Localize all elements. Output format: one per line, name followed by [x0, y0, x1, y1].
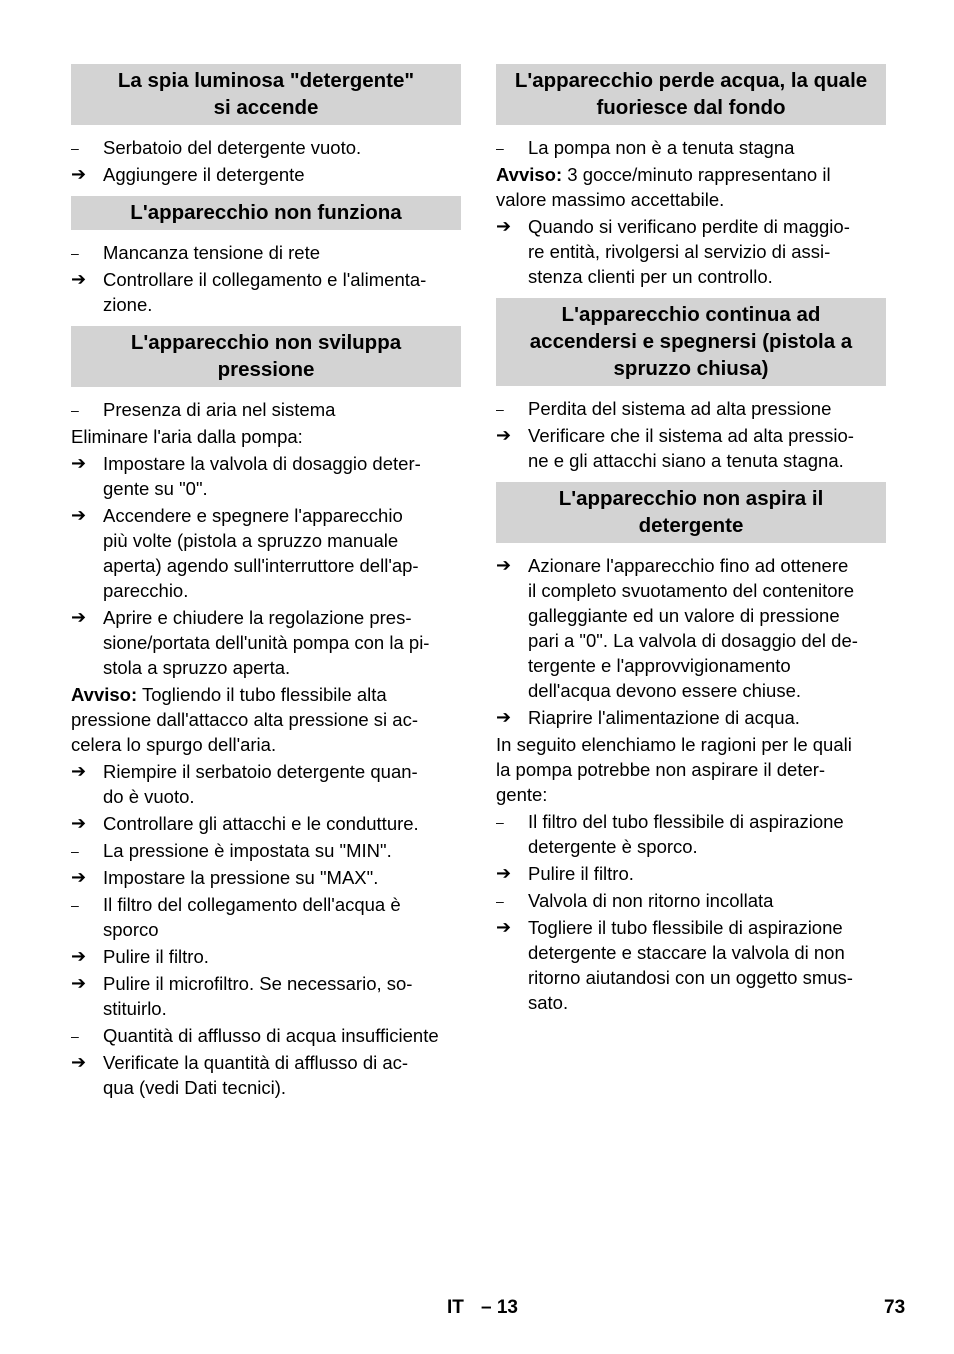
dash-bullet-icon: –: [496, 814, 504, 830]
item-text: Riempire il serbatoio detergente quan- do è vuoto.: [103, 761, 418, 807]
item-text: Quando si verificano perdite di maggio- re entità, rivolgersi al servizio di assi- stenza clienti per un controllo.: [528, 216, 850, 287]
dash-bullet-icon: –: [71, 245, 79, 261]
item-text: Aggiungere il detergente: [103, 164, 305, 185]
section-spacer: [496, 475, 886, 482]
action-item: [496, 861, 886, 886]
arrow-right-icon: ➔: [71, 973, 87, 993]
dash-bullet-icon: –: [71, 897, 79, 913]
arrow-right-icon: ➔: [496, 707, 512, 727]
arrow-right-icon: ➔: [496, 425, 512, 445]
dash-bullet-icon: –: [71, 402, 79, 418]
item-text: Accendere e spegnere l'apparecchio più volte (pistola a spruzzo manuale aperta) agendo sull'interruttore dell'ap- parecchio.: [103, 505, 419, 601]
arrow-right-icon: ➔: [71, 867, 87, 887]
item-text: Aprire e chiudere la regolazione pres- sione/portata dell'unità pompa con la pi- stola a spruzzo aperta.: [103, 607, 430, 678]
item-text: Togliere il tubo flessibile di aspirazione detergente e staccare la valvola di non ritorno aiutandosi con un oggetto smus- sato.: [528, 917, 853, 1013]
action-item: [496, 915, 886, 1015]
heading-spacer: [496, 125, 886, 135]
item-text: La pompa non è a tenuta stagna: [528, 137, 795, 158]
condition-item: [71, 1023, 461, 1048]
arrow-right-icon: ➔: [71, 269, 87, 289]
item-text: Serbatoio del detergente vuoto.: [103, 137, 362, 158]
condition-item: [496, 396, 886, 421]
action-item: [71, 971, 461, 1021]
arrow-right-icon: ➔: [71, 813, 87, 833]
action-item: [71, 811, 461, 836]
item-text: Pulire il microfiltro. Se necessario, so- stituirlo.: [103, 973, 413, 1019]
heading-spacer: [496, 386, 886, 396]
item-text: Azionare l'apparecchio fino ad ottenere il completo svuotamento del contenitore galleggiante ed un valore di pressione pari a "0". La valvola di dosaggio del de- tergente e l'approvvigionamento dell'acqua devono essere chiuse.: [528, 555, 858, 701]
dash-bullet-icon: –: [496, 401, 504, 417]
action-item: [71, 759, 461, 809]
dash-bullet-icon: –: [71, 843, 79, 859]
item-text: Controllare gli attacchi e le condutture.: [103, 813, 419, 834]
heading-spacer: [71, 125, 461, 135]
arrow-right-icon: ➔: [496, 555, 512, 575]
heading-spacer: [71, 230, 461, 240]
section-heading: L'apparecchio continua ad accendersi e spegnersi (pistola a spruzzo chiusa): [496, 298, 886, 386]
section-heading: La spia luminosa "detergente" si accende: [71, 64, 461, 125]
item-text: Verificate la quantità di afflusso di ac- qua (vedi Dati tecnici).: [103, 1052, 409, 1098]
condition-item: [71, 892, 461, 942]
action-item: [71, 162, 461, 187]
arrow-right-icon: ➔: [71, 1052, 87, 1072]
arrow-right-icon: ➔: [496, 863, 512, 883]
section-heading: L'apparecchio perde acqua, la quale fuoriesce dal fondo: [496, 64, 886, 125]
left-column: [71, 64, 461, 1102]
condition-item: [71, 838, 461, 863]
action-item: [496, 553, 886, 703]
condition-item: [71, 135, 461, 160]
action-item: [71, 605, 461, 680]
item-text: Mancanza tensione di rete: [103, 242, 320, 263]
item-text: La pressione è impostata su "MIN".: [103, 840, 392, 861]
action-item: [71, 451, 461, 501]
note-label: Avviso:: [71, 684, 138, 705]
page-number: 73: [884, 1297, 906, 1318]
action-item: [496, 423, 886, 473]
item-text: Impostare la pressione su "MAX".: [103, 867, 379, 888]
item-text: Impostare la valvola di dosaggio deter- gente su "0".: [103, 453, 421, 499]
item-text: Verificare che il sistema ad alta pressio- ne e gli attacchi siano a tenuta stagna.: [528, 425, 854, 471]
footer-language: IT: [447, 1297, 464, 1318]
item-text: Il filtro del tubo flessibile di aspirazione detergente è sporco.: [528, 811, 844, 857]
heading-spacer: [496, 543, 886, 553]
right-column: [496, 64, 886, 1017]
arrow-right-icon: ➔: [71, 505, 87, 525]
condition-item: [496, 809, 886, 859]
arrow-right-icon: ➔: [71, 164, 87, 184]
item-text: Valvola di non ritorno incollata: [528, 890, 774, 911]
action-item: [496, 705, 886, 730]
section-heading: L'apparecchio non funziona: [71, 196, 461, 230]
section-heading: L'apparecchio non sviluppa pressione: [71, 326, 461, 387]
item-text: Pulire il filtro.: [528, 863, 634, 884]
action-item: [496, 214, 886, 289]
dash-bullet-icon: –: [71, 140, 79, 156]
paragraph: In seguito elenchiamo le ragioni per le quali la pompa potrebbe non aspirare il deter- gente:: [496, 734, 852, 805]
section-spacer: [71, 189, 461, 196]
condition-item: [496, 888, 886, 913]
paragraph: Eliminare l'aria dalla pompa:: [71, 426, 303, 447]
item-text: Riaprire l'alimentazione di acqua.: [528, 707, 800, 728]
condition-item: [496, 135, 886, 160]
note-text: 3 gocce/minuto rappresentano il valore massimo accettabile.: [496, 164, 831, 210]
footer-section-page: – 13: [481, 1297, 518, 1318]
action-item: [71, 944, 461, 969]
action-item: [71, 865, 461, 890]
note-paragraph: [71, 682, 461, 757]
item-text: Pulire il filtro.: [103, 946, 209, 967]
note-label: Avviso:: [496, 164, 563, 185]
condition-item: [71, 397, 461, 422]
item-text: Controllare il collegamento e l'alimenta- zione.: [103, 269, 427, 315]
section-heading: L'apparecchio non aspira il detergente: [496, 482, 886, 543]
item-text: Il filtro del collegamento dell'acqua è sporco: [103, 894, 401, 940]
item-text: Quantità di afflusso di acqua insufficiente: [103, 1025, 439, 1046]
item-text: Presenza di aria nel sistema: [103, 399, 336, 420]
arrow-right-icon: ➔: [496, 216, 512, 236]
arrow-right-icon: ➔: [71, 946, 87, 966]
section-spacer: [496, 291, 886, 298]
arrow-right-icon: ➔: [71, 453, 87, 473]
arrow-right-icon: ➔: [71, 761, 87, 781]
condition-item: [71, 240, 461, 265]
dash-bullet-icon: –: [496, 893, 504, 909]
arrow-right-icon: ➔: [496, 917, 512, 937]
heading-spacer: [71, 387, 461, 397]
arrow-right-icon: ➔: [71, 607, 87, 627]
item-text: Perdita del sistema ad alta pressione: [528, 398, 832, 419]
action-item: [71, 267, 461, 317]
action-item: [71, 1050, 461, 1100]
note-paragraph: [496, 162, 886, 212]
dash-bullet-icon: –: [71, 1028, 79, 1044]
note-text: Togliendo il tubo flessibile alta pressione dall'attacco alta pressione si ac- celera lo spurgo dell'aria.: [71, 684, 418, 755]
dash-bullet-icon: –: [496, 140, 504, 156]
action-item: [71, 503, 461, 603]
section-spacer: [71, 319, 461, 326]
